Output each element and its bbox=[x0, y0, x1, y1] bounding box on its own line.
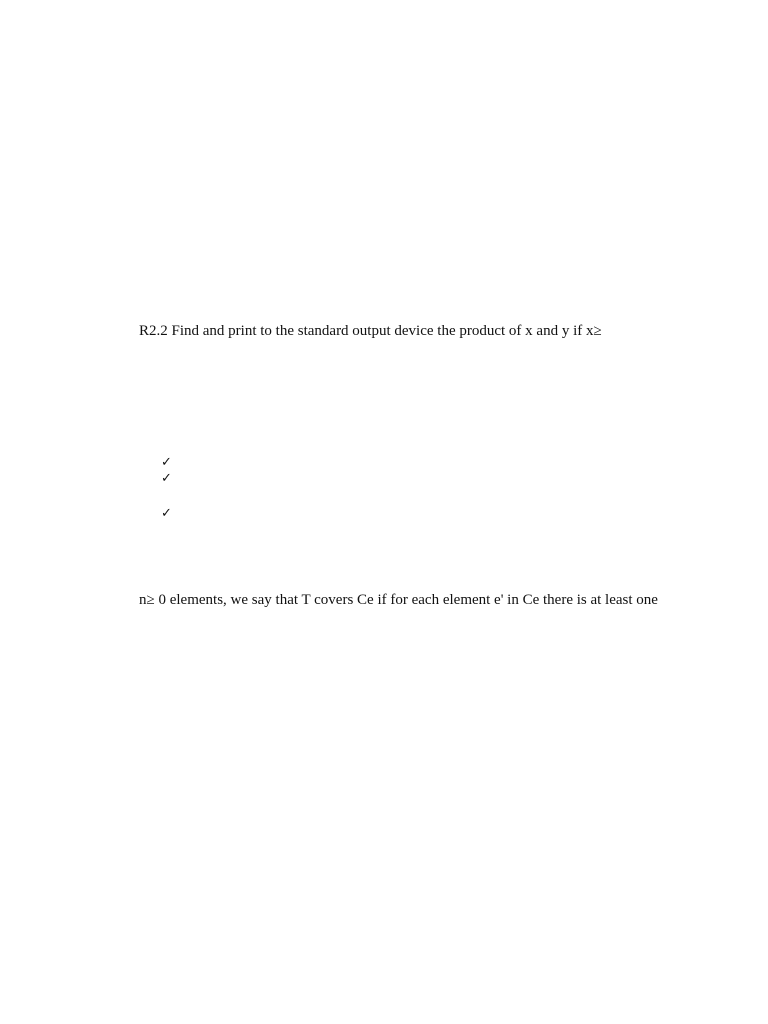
checkmark-icon: ✓ bbox=[161, 455, 172, 470]
checkmark-icon: ✓ bbox=[161, 506, 172, 521]
checkmark-icon: ✓ bbox=[161, 471, 172, 486]
problem-statement-line: R2.2 Find and print to the standard output device the product of x and y if x≥ bbox=[139, 323, 602, 339]
coverage-definition-line: n≥ 0 elements, we say that T covers Ce if for each element e' in Ce there is at least one bbox=[139, 592, 658, 608]
